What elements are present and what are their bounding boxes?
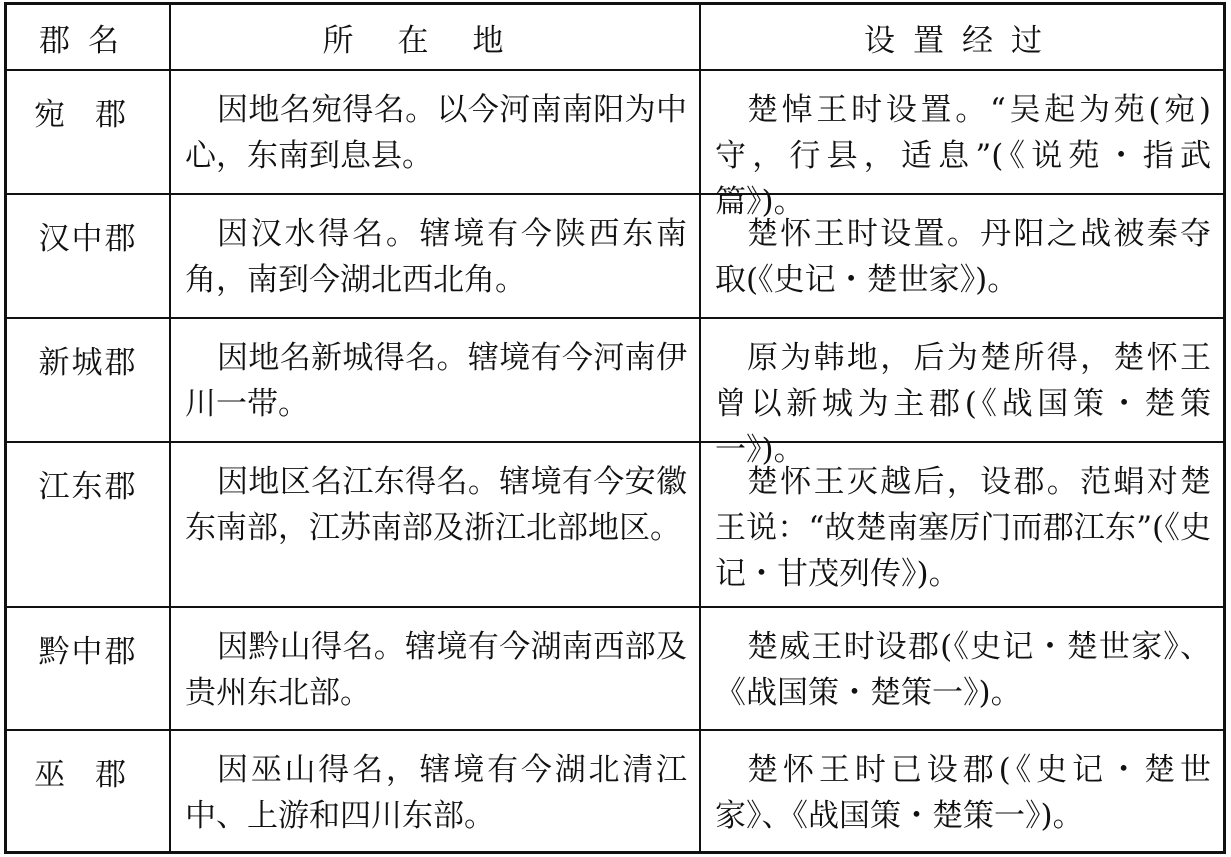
header-history: 设置经过 <box>864 22 1060 59</box>
history-cell: 楚怀王时设置。丹阳之战被秦夺取(《史记・楚世家》)。 <box>715 216 1211 298</box>
location-cell: 因地名宛得名。以今河南南阳为中心，东南到息县。 <box>171 71 701 193</box>
table-row <box>7 731 1223 851</box>
commandery-name-cell: 江东郡 <box>7 443 171 606</box>
location-cell: 因地区名江东得名。辖境有今安徽东南部，江苏南部及浙江北部地区。 <box>171 443 701 606</box>
table-row <box>7 195 1223 319</box>
commandery-name-cell: 新城郡 <box>7 319 171 441</box>
table-header-row <box>7 5 1223 71</box>
history-cell: 楚威王时设郡(《史记・楚世家》、《战国策・楚策一》)。 <box>715 629 1211 711</box>
header-commandery-name: 郡名 <box>7 5 171 69</box>
history-cell: 原为韩地，后为楚所得，楚怀王曾以新城为主郡(《战国策・楚策一》)。 <box>715 340 1211 468</box>
location-cell: 因地名新城得名。辖境有今河南伊川一带。 <box>171 319 701 441</box>
table-row <box>7 319 1223 468</box>
commandery-name-cell: 巫郡 <box>7 731 171 851</box>
commandery-table <box>4 2 1226 854</box>
table-row <box>7 71 1223 220</box>
commandery-name-cell: 宛郡 <box>7 71 171 193</box>
header-location: 所在地 <box>171 5 701 69</box>
history-cell: 楚怀王灭越后，设郡。范蜎对楚王说：“故楚南塞厉门而郡江东”(《史记・甘茂列传》)。 <box>715 464 1211 592</box>
location-cell: 因黔山得名。辖境有今湖南西部及贵州东北部。 <box>171 608 701 729</box>
commandery-name-cell: 黔中郡 <box>7 608 171 729</box>
location-cell: 因汉水得名。辖境有今陕西东南角，南到今湖北西北角。 <box>171 195 701 317</box>
history-cell: 楚悼王时设置。“吴起为苑(宛)守，行县，适息”(《说苑・指武篇》)。 <box>715 92 1211 220</box>
location-cell: 因巫山得名，辖境有今湖北清江中、上游和四川东部。 <box>171 731 701 851</box>
history-cell: 楚怀王时已设郡(《史记・楚世家》、《战国策・楚策一》)。 <box>715 752 1211 834</box>
table-row <box>7 608 1223 731</box>
commandery-name-cell: 汉中郡 <box>7 195 171 317</box>
table-row <box>7 443 1223 608</box>
